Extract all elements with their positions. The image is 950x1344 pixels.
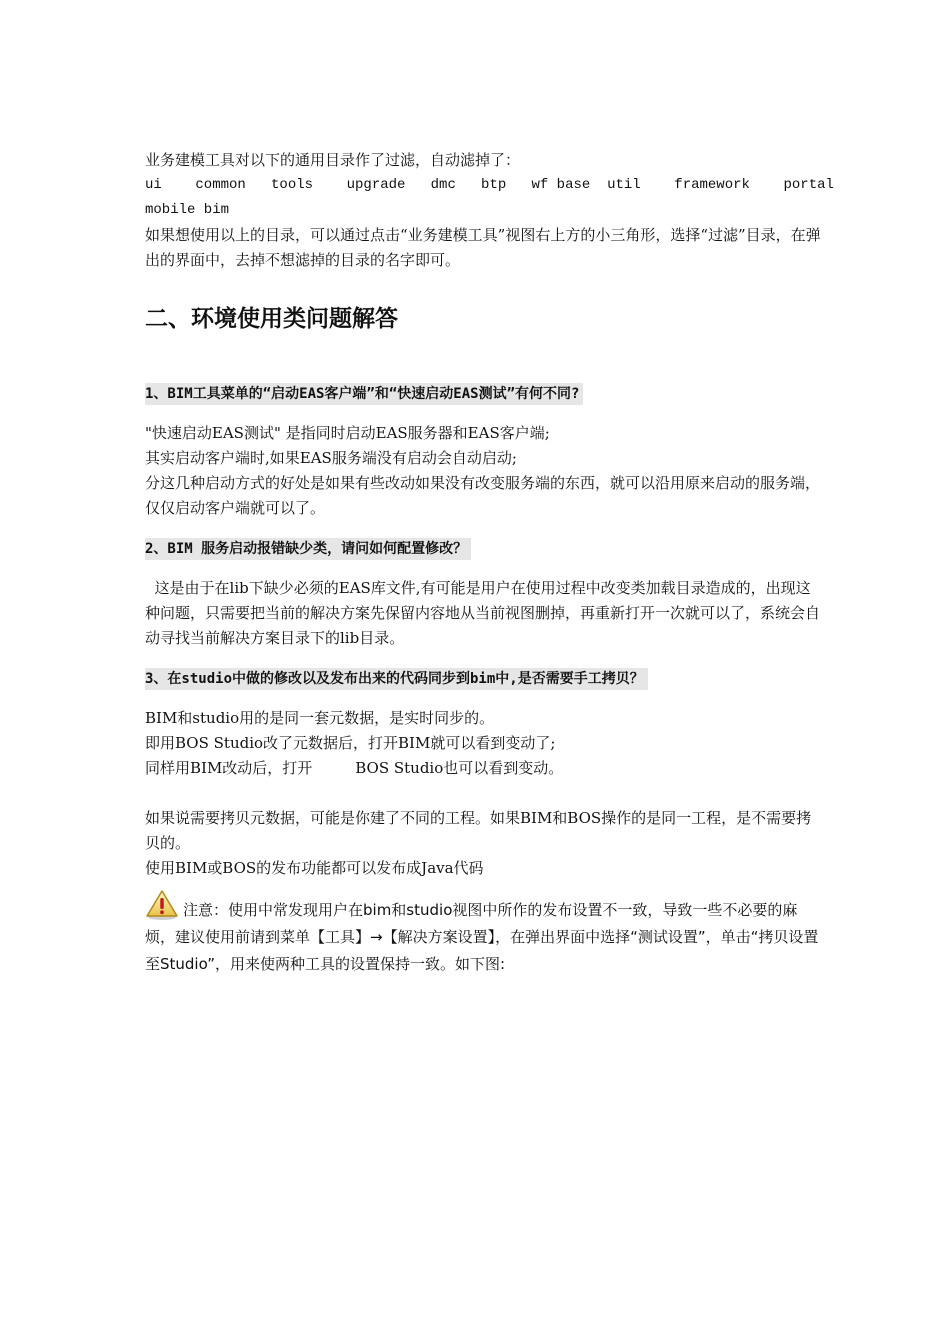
answer-1-line-2: 其实启动客户端时,如果EAS服务端没有启动会自动启动; (145, 449, 517, 467)
question-2-title: 2、BIM 服务启动报错缺少类，请问如何配置修改？ (145, 538, 471, 560)
answer-1-line-1: "快速启动EAS测试" 是指同时启动EAS服务器和EAS客户端; (145, 424, 550, 442)
answer-3-line-1: BIM和studio用的是同一套元数据，是实时同步的。 (145, 709, 495, 727)
document-page (145, 148, 834, 978)
answer-3-line-2: 即用BOS Studio改了元数据后，打开BIM就可以看到变动了; (145, 734, 556, 752)
section-title: 二、环境使用类问题解答 (145, 306, 398, 332)
question-1-title: 1、BIM工具菜单的“启动EAS客户端”和“快速启动EAS测试”有何不同? (145, 383, 583, 405)
answer-1-line-3: 分这几种启动方式的好处是如果有些改动如果没有改变服务端的东西，就可以沿用原来启动的服务端，仅仅启动客户端就可以了。 (145, 474, 821, 517)
answer-3-line-5: 使用BIM或BOS的发布功能都可以发布成Java代码 (145, 859, 484, 877)
dir-list-line-2: mobile bim (145, 202, 230, 218)
intro-filter-instructions: 如果想使用以上的目录，可以通过点击“业务建模工具”视图右上方的小三角形，选择“过滤”目录，在弹出的界面中，去掉不想滤掉的目录的名字即可。 (145, 226, 821, 269)
question-3-title: 3、在studio中做的修改以及发布出来的代码同步到bim中,是否需要手工拷贝？ (145, 668, 648, 690)
intro-line: 业务建模工具对以下的通用目录作了过滤，自动滤掉了： (145, 151, 521, 169)
answer-3-line-3: 同样用BIM改动后，打开 BOS Studio也可以看到变动。 (145, 759, 564, 777)
answer-2-text: 这是由于在lib下缺少必须的EAS库文件,有可能是用户在使用过程中改变类加载目录造成的，出现这种问题，只需要把当前的解决方案先保留内容地从当前视图删掉，再重新打开一次就可以了，系统会自动寻找当前解决方案目录下的lib目录。 (145, 579, 821, 647)
warning-icon (145, 889, 179, 921)
answer-3-line-4: 如果说需要拷贝元数据，可能是你建了不同的工程。如果BIM和BOS操作的是同一工程，是不需要拷贝的。 (145, 809, 812, 852)
note-text: 注意：使用中常发现用户在bim和studio视图中所作的发布设置不一致，导致一些不必要的麻烦，建议使用前请到菜单【工具】→【解决方案设置】，在弹出界面中选择“测试设置”，单击“拷贝设置至Studio”，用来使两种工具的设置保持一致。如下图: (145, 901, 819, 973)
note-paragraph (145, 889, 825, 978)
dir-list-line-1: ui common tools upgrade dmc btp wf base util framework portal (145, 177, 834, 193)
